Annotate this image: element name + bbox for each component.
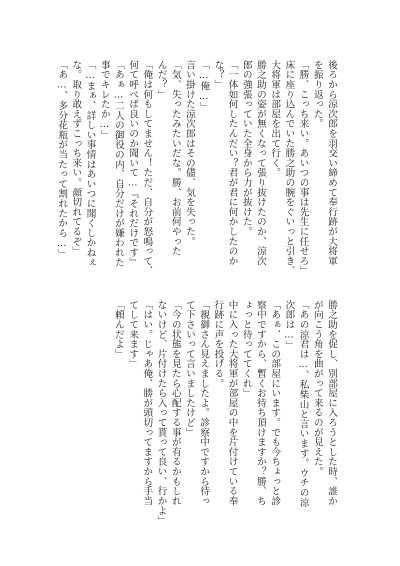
text-line: 「あの涼君は…、私柴山と言います。ウチの涼 bbox=[297, 300, 309, 508]
text-line: が向こう角を曲がって来るのが見えた。 bbox=[311, 300, 323, 477]
text-line: 「一体如何したんだい？君が君に何かしたのか bbox=[226, 60, 238, 266]
text-line: 「今の状態を見たら心配する事が有るかもしれ bbox=[169, 300, 181, 506]
text-line: な？」 bbox=[212, 60, 224, 90]
text-line: 大将軍は部屋を出て行く。 bbox=[269, 60, 281, 178]
text-line: 「あぁ…二人の御役の内、自分だけが嫌われた bbox=[112, 60, 124, 268]
text-line: 後ろから涼次郎を羽交い締めて奉行跡が大将軍 bbox=[326, 60, 337, 266]
text-line: 「親御さん見えましたよ。診察中ですから待っ bbox=[198, 300, 210, 506]
text-line: ょっと待っててくれ」 bbox=[240, 300, 252, 398]
text-column-bottom bbox=[111, 300, 338, 526]
text-line: 察中ですから、暫くお待ち頂けますか？勝、ち bbox=[254, 300, 266, 506]
text-line: て下さいって言いましたけど」 bbox=[183, 300, 195, 438]
text-line: 「あ…、多分花瓶が当たって割れたから…」 bbox=[56, 60, 68, 259]
text-line: ないけど、片付けたら入って貰って良い、行かよ」 bbox=[155, 300, 167, 526]
text-line: 「はい。じゃあ俺、勝が頭切ってますから手当 bbox=[141, 300, 153, 506]
text-line: 勝之助の姿が無くなって張り抜けたのか、涼次 bbox=[254, 60, 266, 266]
text-line: 「…俺…」 bbox=[198, 60, 210, 112]
text-line: を振り返った。 bbox=[311, 60, 323, 129]
text-line: てして来ます」 bbox=[127, 300, 139, 369]
text-line: 郎の強張っていた全身から力が抜けた。 bbox=[240, 60, 252, 237]
text-line: 「気、失ったみたいだな。勝、お前何やった bbox=[169, 60, 181, 256]
text-line: 中に入った大将軍が部屋の中を片付けている奉 bbox=[226, 300, 238, 506]
text-line: んだ？」 bbox=[155, 60, 167, 100]
text-line: 行跡に声を投げる。 bbox=[212, 300, 224, 389]
text-line: な。取り敢えずこっち来い。顔切れてるぞ」 bbox=[70, 60, 82, 256]
text-line: 何て呼べば良いのか聞いて…『それだけです』 bbox=[127, 60, 139, 268]
text-line: 言い掛けた涼次郎はその儘、気を失った。 bbox=[183, 60, 195, 247]
text-line: 「俺は何もしてません！ただ、自分が怒鳴って、 bbox=[141, 60, 153, 276]
text-line: 「…まぁ、詳しい事情はあいつに聞くしかねぇ bbox=[84, 60, 96, 268]
text-line: 「頼んだよ」 bbox=[112, 300, 124, 359]
text-line: 勝之助を促し、別部屋に入ろうとした時、誰か bbox=[326, 300, 337, 506]
text-line: 「勝、こっち来い。あいつの事は先生に任せろ」 bbox=[297, 60, 309, 276]
text-line: 次郎は…」 bbox=[283, 300, 295, 351]
text-line: 「あぁ、この部屋にいます。でも今ちょっと診 bbox=[269, 300, 281, 506]
text-line: 事でキレたか…」 bbox=[98, 60, 110, 140]
text-line: 床に座り込んでいた勝之助の腕をぐいっと引き、 bbox=[283, 60, 295, 276]
